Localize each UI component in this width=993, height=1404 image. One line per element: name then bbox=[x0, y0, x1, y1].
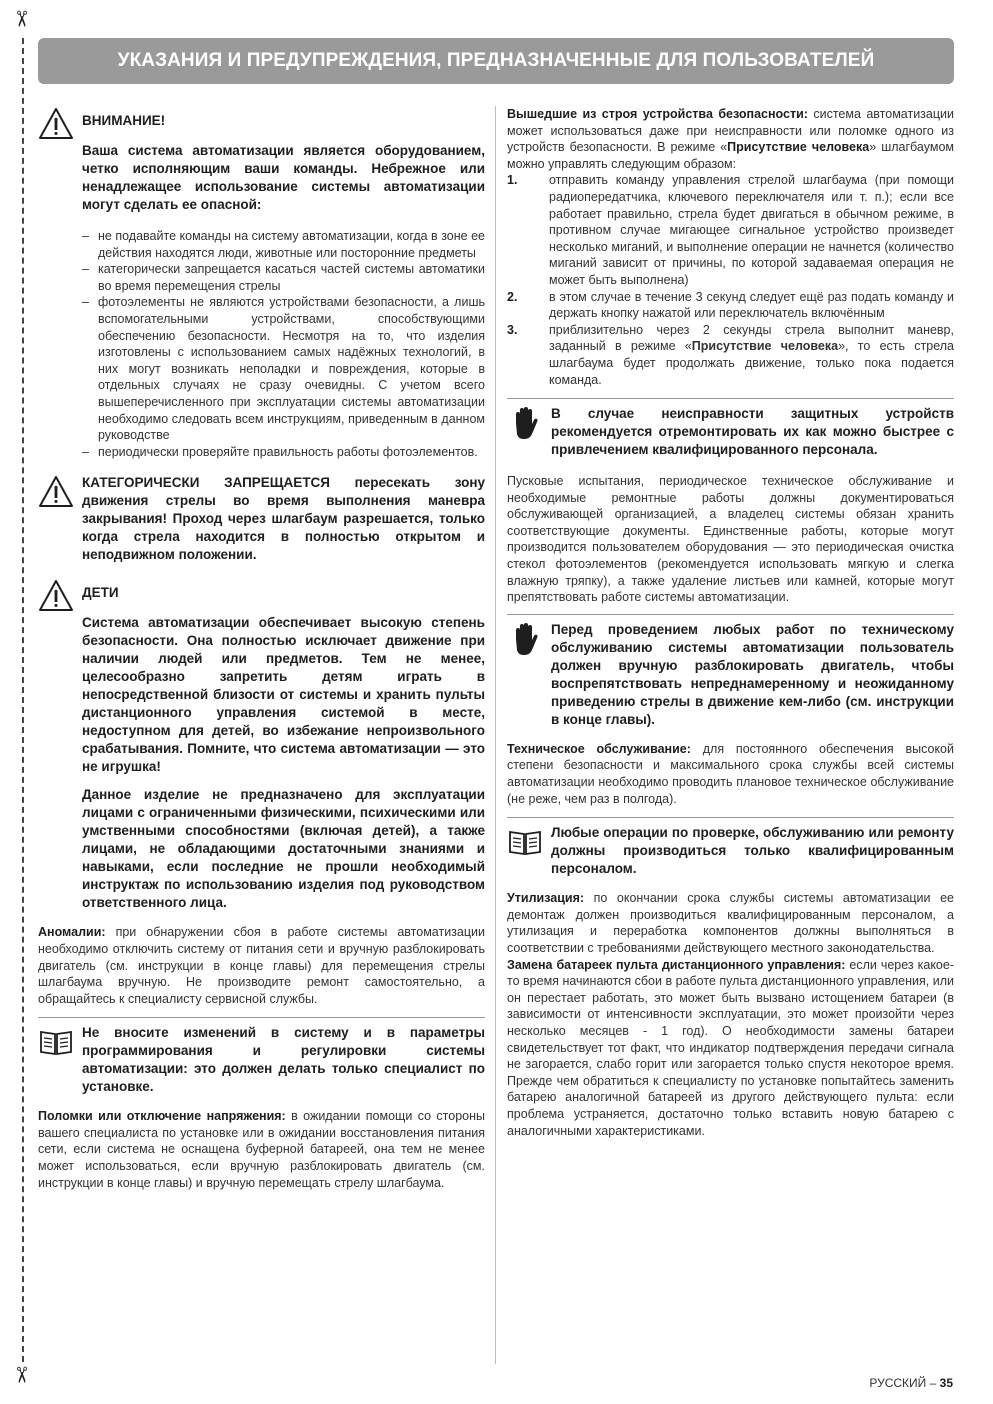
warning-triangle-icon bbox=[38, 106, 74, 142]
disposal-paragraph bbox=[507, 890, 954, 956]
no-changes-block bbox=[38, 1017, 485, 1096]
column-divider bbox=[495, 106, 496, 1364]
list-item bbox=[507, 172, 954, 288]
maintenance-lead: Техническое обслуживание: bbox=[507, 741, 691, 756]
hand-stop-icon bbox=[507, 621, 543, 657]
mode-name: Присутствие человека bbox=[727, 140, 870, 155]
unlock-note-block bbox=[507, 614, 954, 729]
unlock-note-text: Перед проведением любых работ по техническому обслуживанию системы автоматизации пользователь должен вручную разблокировать двигатель, чтобы воспрепятствовать непреднамеренному и неожиданному приведению стрелы в движение кем-либо (см. инструкции в конце главы). bbox=[551, 621, 954, 727]
step-text: отправить команду управления стрелой шлагбаума (при помощи радиопередатчика, ключевого переключателя или т. п.); если все работает правильно, стрела будет двигаться в обычном режиме, в противном случае мигающее сигнальное устройство произведет несколько миганий, и выполнение операции не начнется (количество миганий зависит от причины, по которой задаваемая операция не может быть выполнена) bbox=[549, 173, 954, 287]
list-item: – не подавайте команды на систему автоматизации, когда в зоне ее действия находятся люди, животные или посторонние предметы bbox=[98, 228, 485, 261]
failures-lead: Поломки или отключение напряжения: bbox=[38, 1109, 286, 1124]
safety-devices-text-b: » шлагбаумом можно управлять следующим образом: bbox=[507, 140, 954, 171]
page-title: УКАЗАНИЯ И ПРЕДУПРЕЖДЕНИЯ, ПРЕДНАЗНАЧЕННЫЕ ДЛЯ ПОЛЬЗОВАТЕЛЕЙ bbox=[117, 50, 875, 71]
list-item bbox=[507, 322, 954, 388]
failures-paragraph bbox=[38, 1108, 485, 1191]
battery-lead: Замена батареек пульта дистанционного управления: bbox=[507, 957, 846, 972]
list-item: – фотоэлементы не являются устройствами безопасности, а лишь вспомогательными устройствами, способствующими обеспечению безопасности. Несмотря на то, что изделия изготовлены с использованием самых надёжных технологий, в них могут возникать неполадки и повреждения, которые в отдельных случаях не сразу очевидны. С учетом всего вышеперечисленного при эксплуатации системы автоматизации необходимо следовать всем инструкциям, приведенным в данном руководстве bbox=[98, 294, 485, 443]
failures-text: в ожидании помощи со стороны вашего специалиста по установке или в ожидании восстановления питания сети, если система не оснащена буферной батареей, она тем не менее может использоваться, если вручную разблокировать двигатель (см. инструкции в конце главы) и вручную перемещать стрелу шлагбаума. bbox=[38, 1109, 485, 1190]
anomalies-lead: Аномалии: bbox=[38, 925, 106, 940]
anomalies-text: при обнаружении сбоя в работе системы автоматизации необходимо отключить систему от питания сети и вручную разблокировать двигатель (см. инструкции в конце главы) для перемещения стрелы шлагбаума вручную. Не производите ремонт самостоятельно, а обращайтесь к специалисту сервисной службы. bbox=[38, 925, 485, 1006]
scissors-icon: ✂ bbox=[8, 1365, 34, 1385]
safety-devices-text-a: система автоматизации может использоваться даже при неисправности или поломке одного из устройств безопасности. В режиме « bbox=[507, 107, 954, 155]
repair-note-text: В случае неисправности защитных устройств рекомендуется отремонтировать их как можно быстрее с привлечением квалифицированного персонала. bbox=[551, 406, 954, 458]
attention-block bbox=[38, 106, 485, 142]
mode-name: Присутствие человека bbox=[691, 339, 839, 354]
anomalies-paragraph bbox=[38, 924, 485, 1007]
children-heading: ДЕТИ bbox=[82, 585, 119, 601]
qualified-note-text: Любые операции по проверке, обслуживанию или ремонту должны производиться только квалифицированным персоналом. bbox=[551, 825, 954, 877]
disposal-text: по окончании срока службы системы автоматизации ее демонтаж должен производиться квалифицированным персоналом, а утилизация и переработка компонентов должны выполняться в соответствии с требованиями действующего местного законодательства. bbox=[507, 891, 954, 955]
list-item: – периодически проверяйте правильность работы фотоэлементов. bbox=[98, 444, 485, 461]
children-p1: Система автоматизации обеспечивает высокую степень безопасности. Она полностью исключает движение при наличии людей или предметов. Тем не менее, целесообразно запретить детям играть в непосредственной близости от системы и хранить пульты дистанционного управления системой в месте, недоступном для детей, во избежание непроизвольного срабатывания. Помните, что система автоматизации — это не игрушка! bbox=[82, 615, 485, 775]
hand-stop-icon bbox=[507, 405, 543, 441]
maintenance-text: для постоянного обеспечения высокой степени безопасности и максимального срока службы всей системы автоматизации необходимо проводить плановое техническое обслуживание (не реже, чем раз в полгода). bbox=[507, 741, 954, 806]
step-text: приблизительно через 2 секунды стрела выполнит маневр, заданный в режиме « bbox=[549, 322, 954, 354]
attention-text: Ваша система автоматизации является оборудованием, четко исполняющим ваши команды. Небрежное или ненадлежащее использование системы автоматизации могут сделать ее опасной: bbox=[82, 143, 485, 212]
repair-note-block bbox=[507, 398, 954, 459]
step-number: 2. bbox=[507, 289, 518, 304]
maintenance-paragraph bbox=[507, 741, 954, 807]
attention-heading: ВНИМАНИЕ! bbox=[82, 113, 166, 128]
manual-book-icon bbox=[507, 824, 543, 860]
battery-paragraph bbox=[507, 957, 954, 1140]
warning-triangle-icon bbox=[38, 578, 74, 614]
step-text: в этом случае в течение 3 секунд следует ещё раз подать команду и держать кнопку нажатой или переключатель включённым bbox=[549, 289, 954, 321]
step-text: », то есть стрела шлагбаума будет продолжать движение, только пока подается команда. bbox=[549, 339, 954, 387]
safety-steps-list bbox=[507, 172, 954, 388]
page-footer bbox=[869, 1376, 953, 1390]
list-item bbox=[507, 289, 954, 322]
disposal-lead: Утилизация: bbox=[507, 891, 585, 906]
scissors-icon: ✂ bbox=[8, 9, 34, 29]
qualified-note-block bbox=[507, 817, 954, 878]
children-block bbox=[38, 578, 485, 614]
prohibited-text: КАТЕГОРИЧЕСКИ ЗАПРЕЩАЕТСЯ пересекать зону движения стрелы во время выполнения маневра закрывания! Проход через шлагбаум разрешается, только когда стрела находится в полностью открытом и неподвижном положении. bbox=[82, 475, 485, 563]
page-number: 35 bbox=[939, 1376, 953, 1390]
list-item: – категорически запрещается касаться частей системы автоматики во время перемещения стрелы bbox=[98, 261, 485, 294]
safety-devices-lead: Вышедшие из строя устройства безопасности: bbox=[507, 107, 808, 121]
no-changes-text: Не вносите изменений в систему и в параметры программирования и регулировки системы автоматизации: это должен делать только специалист по установке. bbox=[82, 1025, 485, 1095]
attention-list bbox=[38, 228, 485, 460]
footer-language: РУССКИЙ – bbox=[869, 1376, 937, 1390]
header-banner bbox=[38, 38, 954, 84]
right-column bbox=[507, 106, 954, 1139]
battery-text: если через какое-то время начинаются сбои в работе пульта дистанционного управления, или он перестает работать, это может быть вызвано истощением батареи (в зависимости от интенсивности эксплуатации, это может произойти через несколько месяцев - 1 год). О необходимости замены батареи свидетельствует тот факт, что индикатор подтверждения передачи сигнала не загорается, слабо горит или загорается только спустя некоторое время. Прежде чем обратиться к специалисту по установке попытайтесь заменить батарею аналогичной батареей из другого действующего пульта: если проблема устраняется, достаточно только вставить новую батарею с аналогичными характеристиками. bbox=[507, 957, 954, 1138]
warning-triangle-icon bbox=[38, 474, 74, 510]
tests-paragraph: Пусковые испытания, периодическое техническое обслуживание и необходимые ремонтные работы должны документироваться обслуживающей организацией, а владелец системы обязан хранить соответствующие документы. Единственные работы, которые могут производится пользователем оборудования — это периодическая очистка стекол фотоэлементов (рекомендуется использовать мягкую и слегка влажную тряпку), а также удаление листьев или камней, которые могут препятствовать работе системы автоматизации. bbox=[507, 474, 954, 605]
safety-devices-paragraph bbox=[507, 106, 954, 172]
cut-line bbox=[22, 38, 24, 1362]
left-column bbox=[38, 106, 485, 1191]
prohibited-block bbox=[38, 474, 485, 564]
step-number: 3. bbox=[507, 322, 518, 337]
manual-book-icon bbox=[38, 1024, 74, 1060]
children-p2: Данное изделие не предназначено для эксплуатации лицами с ограниченными физическими, психическими или умственными способностями (включая детей), а также лицами, не обладающими достаточными знаниями и навыками, если последние не прошли необходимый инструктаж по использованию изделия под руководством ответственного лица. bbox=[82, 787, 485, 911]
step-number: 1. bbox=[507, 173, 518, 188]
